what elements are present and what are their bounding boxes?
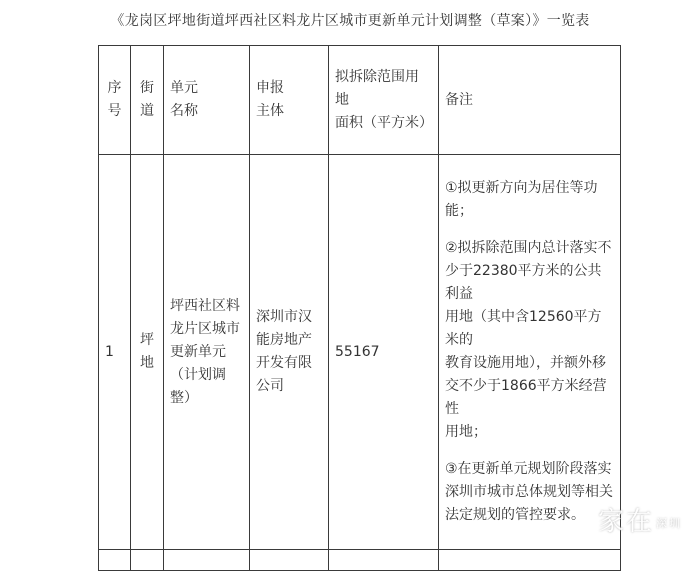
cell-street: 坪 地 <box>131 155 164 550</box>
table-row-partial <box>99 550 621 571</box>
watermark-logo: 家在 深圳 <box>597 507 682 537</box>
plan-table <box>98 45 621 571</box>
remark-item: ③在更新单元规划阶段落实 深圳市城市总体规划等相关 法定规划的管控要求。 <box>445 461 613 523</box>
header-applicant: 申报 主体 <box>250 46 329 155</box>
page-title: 《龙岗区坪地街道坪西社区料龙片区城市更新单元计划调整（草案）》一览表 <box>110 13 590 29</box>
table-row <box>99 155 621 550</box>
remark-item: ②拟拆除范围内总计落实不 少于22380平方米的公共利益 用地（其中含12560平方米的 教育设施用地），并额外移 交不少于1866平方米经营性 用地； <box>445 240 612 440</box>
remark-item: ①拟更新方向为居住等功 能； <box>445 180 598 219</box>
cell-area: 55167 <box>329 155 439 550</box>
header-remark: 备注 <box>439 46 621 155</box>
cell-applicant: 深圳市汉 能房地产 开发有限 公司 <box>250 155 329 550</box>
header-unit: 单元 名称 <box>164 46 250 155</box>
cell-unit: 坪西社区料 龙片区城市 更新单元 （计划调 整） <box>164 155 250 550</box>
header-area: 拟拆除范围用地 面积（平方米） <box>329 46 439 155</box>
cell-seq: 1 <box>99 155 131 550</box>
cell-remarks <box>439 155 621 550</box>
header-seq: 序 号 <box>99 46 131 155</box>
header-street: 街 道 <box>131 46 164 155</box>
table-header-row <box>99 46 621 155</box>
